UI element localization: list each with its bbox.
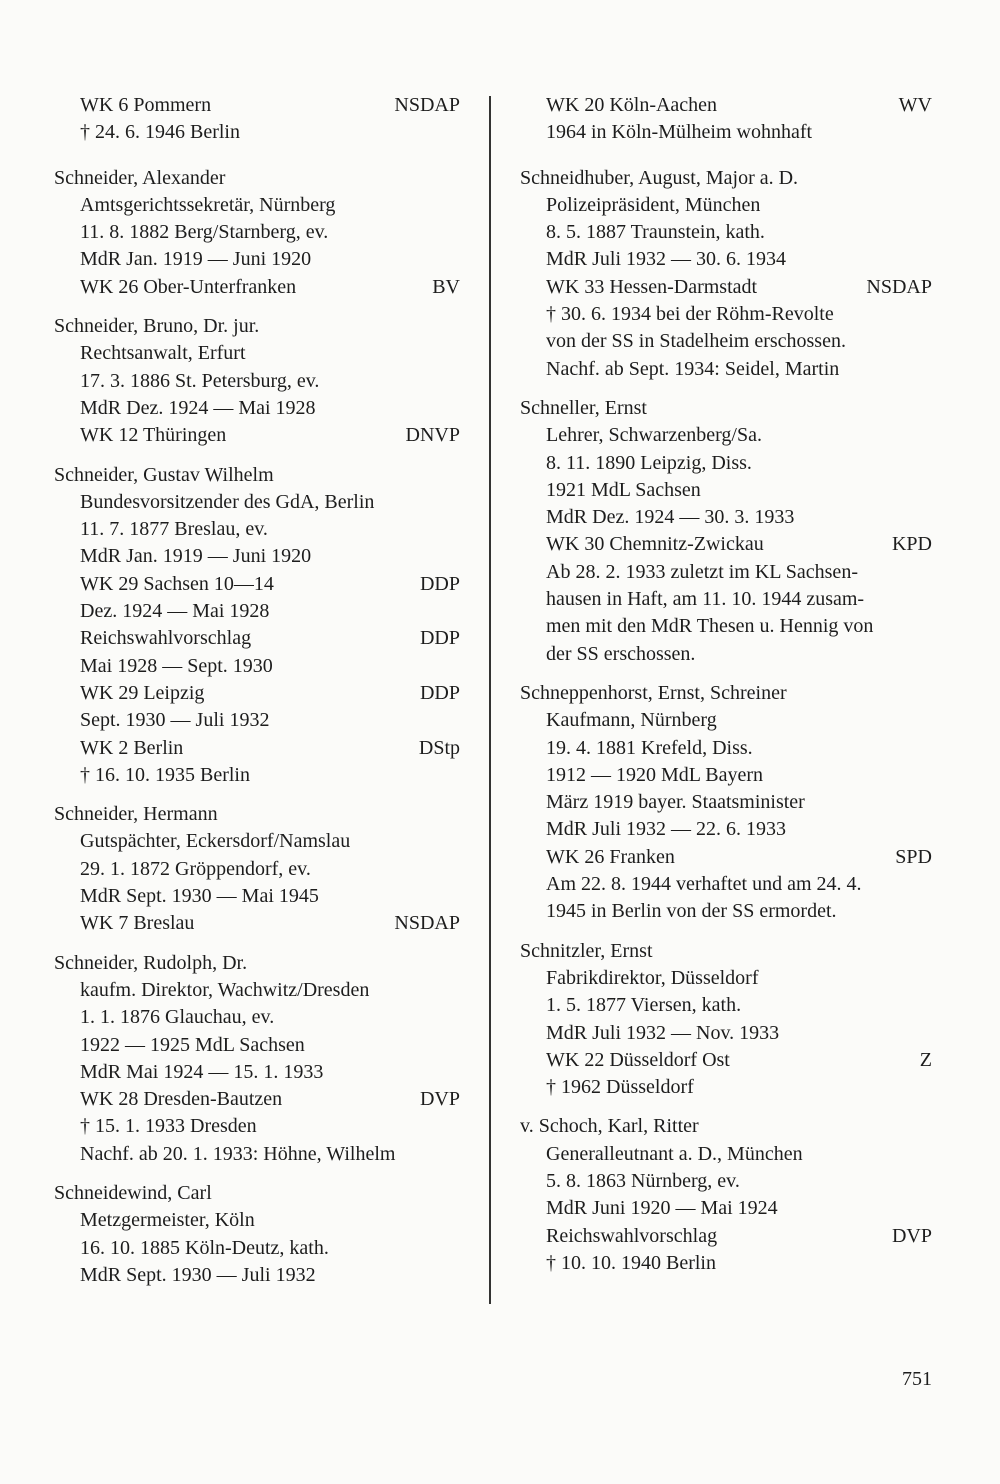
entry-detail-line [54,422,460,449]
party-label: NSDAP [866,275,932,298]
entry-detail-line [54,1086,460,1113]
entry-detail-line [54,1141,460,1168]
biography-entry [520,938,932,1102]
entry-detail-line [520,844,932,871]
entry-name: Schneppenhorst, Ernst, Schreiner [520,681,787,704]
entry-name-line [520,1113,932,1140]
entry-detail: Kaufmann, Nürnberg [546,709,717,732]
entry-detail-line [54,1262,460,1289]
entry-detail-line [520,531,932,558]
entry-detail: MdR Juli 1932 — 30. 6. 1934 [546,248,787,271]
entry-detail-line [520,559,932,586]
biography-entry [54,313,460,449]
entry-detail: WK 29 Leipzig [80,681,205,704]
entry-detail: 1922 — 1925 MdL Sachsen [80,1033,305,1056]
biography-entry [520,395,932,668]
party-label: WV [898,94,932,116]
entry-detail-line [520,1223,932,1250]
entry-detail: 1912 — 1920 MdL Bayern [546,763,764,786]
entry-detail: Ab 28. 2. 1933 zuletzt im KL Sachsen- [546,560,858,583]
entry-detail-line [54,1113,460,1140]
entry-detail-line [54,625,460,652]
entry-detail: MdR Juli 1932 — 22. 6. 1933 [546,818,787,841]
entry-detail: WK 26 Franken [546,845,675,868]
entry-detail: Nachf. ab 20. 1. 1933: Höhne, Wilhelm [80,1142,396,1165]
entry-detail: WK 30 Chemnitz-Zwickau [546,533,764,556]
entry-detail: MdR Mai 1924 — 15. 1. 1933 [80,1060,324,1083]
entry-detail-line [520,1047,932,1074]
entry-name: Schneidewind, Carl [54,1181,212,1204]
entry-detail: Amtsgerichtssekretär, Nürnberg [80,193,336,216]
entry-name-line [520,680,932,707]
entry-detail: 1. 5. 1877 Viersen, kath. [546,994,742,1017]
entry-name-line [54,1180,460,1207]
entry-detail-line [520,328,932,355]
entry-detail: von der SS in Stadelheim erschossen. [546,330,846,353]
entry-detail-line [54,516,460,543]
entry-detail: Reichswahlvorschlag [546,1224,718,1247]
entry-detail: † 1962 Düsseldorf [546,1076,694,1099]
entry-continuation [54,92,460,147]
entry-detail-line [520,504,932,531]
entry-detail-line [520,219,932,246]
party-label: DDP [419,681,460,704]
entry-detail-line [54,1207,460,1234]
entry-name-line [54,165,460,192]
entry-detail: Gutspächter, Eckersdorf/Namslau [80,830,351,853]
party-label: BV [432,275,460,298]
entry-detail: Polizeipräsident, München [546,193,761,216]
entry-detail-line [520,422,932,449]
left-column [54,92,460,1301]
party-label: Z [919,1048,932,1071]
entry-detail: 8. 11. 1890 Leipzig, Diss. [546,451,752,474]
entry-detail-line [54,368,460,395]
entry-detail-line [520,641,932,668]
entry-detail: WK 29 Sachsen 10—14 [80,572,274,595]
biography-entry [54,801,460,937]
entry-detail: † 30. 6. 1934 bei der Röhm-Revolte [546,303,834,326]
entry-detail-line [520,1074,932,1101]
entry-detail: WK 12 Thüringen [80,424,227,447]
entry-name: Schneller, Ernst [520,396,647,419]
entry-detail: Sept. 1930 — Juli 1932 [80,709,270,732]
entry-detail-line [54,92,460,119]
entry-detail-line [54,977,460,1004]
entry-name: v. Schoch, Karl, Ritter [520,1115,699,1138]
entry-detail: Lehrer, Schwarzenberg/Sa. [546,424,762,447]
entry-detail: MdR Juli 1932 — Nov. 1933 [546,1021,780,1044]
entry-detail-line [520,816,932,843]
entry-detail: WK 6 Pommern [80,94,212,116]
entry-detail: 1945 in Berlin von der SS ermordet. [546,900,837,923]
entry-detail-line [54,910,460,937]
entry-detail: Metzgermeister, Köln [80,1209,255,1232]
entry-detail-line [520,1020,932,1047]
entry-detail: März 1919 bayer. Staatsminister [546,791,805,814]
entry-name-line [520,395,932,422]
entry-detail-line [520,477,932,504]
entry-detail-line [54,274,460,301]
entry-detail: WK 2 Berlin [80,736,184,759]
entry-detail: 29. 1. 1872 Gröppendorf, ev. [80,857,311,880]
entry-detail-line [520,871,932,898]
entry-detail: WK 33 Hessen-Darmstadt [546,275,758,298]
entry-detail: WK 20 Köln-Aachen [546,94,718,116]
entry-detail-line [520,301,932,328]
entry-detail-line [54,119,460,146]
entry-detail: WK 7 Breslau [80,912,195,935]
entry-detail-line [520,789,932,816]
entry-detail-line [520,613,932,640]
entry-detail: MdR Dez. 1924 — Mai 1928 [80,396,316,419]
entry-detail-line [54,1032,460,1059]
entry-name: Schneider, Rudolph, Dr. [54,951,248,974]
entry-name: Schneidhuber, August, Major a. D. [520,166,799,189]
entry-detail: † 16. 10. 1935 Berlin [80,763,250,786]
entry-detail-line [520,246,932,273]
entry-detail: 11. 8. 1882 Berg/Starnberg, ev. [80,221,329,244]
entry-detail: 19. 4. 1881 Krefeld, Diss. [546,736,753,759]
entry-detail-line [520,450,932,477]
entry-detail: kaufm. Direktor, Wachwitz/Dresden [80,978,370,1001]
entry-detail: 1921 MdL Sachsen [546,478,701,501]
entry-detail: 1964 in Köln-Mülheim wohnhaft [546,121,813,144]
entry-name-line [54,950,460,977]
entry-detail-line [520,356,932,383]
biography-entry [520,1113,932,1277]
entry-detail: Am 22. 8. 1944 verhaftet und am 24. 4. [546,873,862,896]
entry-detail-line [520,92,932,119]
entry-detail-line [520,274,932,301]
entry-detail: WK 22 Düsseldorf Ost [546,1048,730,1071]
entry-detail: 5. 8. 1863 Nürnberg, ev. [546,1169,740,1192]
entry-detail-line [54,680,460,707]
entry-detail: Reichswahlvorschlag [80,627,252,650]
entry-detail-line [54,1004,460,1031]
entry-detail-line [54,1059,460,1086]
entry-detail: men mit den MdR Thesen u. Hennig von [546,615,874,638]
entry-detail: 11. 7. 1877 Breslau, ev. [80,518,268,541]
entry-detail: Fabrikdirektor, Düsseldorf [546,966,759,989]
entry-detail-line [54,543,460,570]
entry-detail-line [54,1235,460,1262]
entry-detail: MdR Sept. 1930 — Mai 1945 [80,885,319,908]
entry-detail: hausen in Haft, am 11. 10. 1944 zusam- [546,588,865,611]
right-column [520,92,932,1289]
entry-detail-line [54,192,460,219]
entry-detail-line [54,828,460,855]
entry-detail: 8. 5. 1887 Traunstein, kath. [546,221,765,244]
entry-detail: 17. 3. 1886 St. Petersburg, ev. [80,369,320,392]
entry-detail-line [54,395,460,422]
biography-entry [520,680,932,926]
entry-detail-line [520,586,932,613]
party-label: NSDAP [394,912,460,935]
entry-detail: der SS erschossen. [546,642,696,665]
entry-detail: Bundesvorsitzender des GdA, Berlin [80,490,375,513]
entry-detail: MdR Juni 1920 — Mai 1924 [546,1197,778,1220]
biography-entry [520,165,932,383]
column-divider [489,96,491,1304]
entry-detail: † 10. 10. 1940 Berlin [546,1251,716,1274]
entry-name-line [54,462,460,489]
entry-name-line [54,313,460,340]
entry-detail: Generalleutnant a. D., München [546,1142,803,1165]
biography-entry [54,950,460,1168]
entry-name: Schnitzler, Ernst [520,939,653,962]
entry-detail: MdR Jan. 1919 — Juni 1920 [80,545,312,568]
entry-detail: WK 28 Dresden-Bautzen [80,1088,283,1111]
entry-name: Schneider, Gustav Wilhelm [54,463,274,486]
entry-detail-line [520,898,932,925]
entry-detail-line [54,571,460,598]
entry-detail: † 15. 1. 1933 Dresden [80,1115,257,1138]
entry-detail-line [520,1141,932,1168]
entry-detail: Dez. 1924 — Mai 1928 [80,600,270,623]
entry-name: Schneider, Alexander [54,166,226,189]
entry-detail: Rechtsanwalt, Erfurt [80,342,246,365]
entry-detail: MdR Jan. 1919 — Juni 1920 [80,248,312,271]
entry-detail-line [54,598,460,625]
party-label: DVP [891,1224,932,1247]
party-label: DNVP [405,424,460,447]
entry-name: Schneider, Hermann [54,803,218,826]
page-number: 751 [902,1368,932,1390]
entry-detail-line [520,1195,932,1222]
entry-detail: † 24. 6. 1946 Berlin [80,121,240,144]
entry-detail-line [54,653,460,680]
biography-entry [54,462,460,790]
entry-detail-line [520,1250,932,1277]
entry-continuation [520,92,932,147]
entry-detail-line [54,707,460,734]
party-label: SPD [895,845,932,868]
biography-entry [54,1180,460,1289]
entry-detail-line [520,762,932,789]
entry-detail: Mai 1928 — Sept. 1930 [80,654,273,677]
entry-name: Schneider, Bruno, Dr. jur. [54,315,260,338]
entry-detail-line [520,965,932,992]
entry-name-line [54,801,460,828]
entry-detail-line [520,119,932,146]
entry-detail: 1. 1. 1876 Glauchau, ev. [80,1006,275,1029]
entry-detail-line [54,883,460,910]
entry-detail-line [520,707,932,734]
entry-detail: MdR Dez. 1924 — 30. 3. 1933 [546,506,795,529]
entry-detail: Nachf. ab Sept. 1934: Seidel, Martin [546,357,840,380]
entry-detail-line [54,735,460,762]
entry-detail: 16. 10. 1885 Köln-Deutz, kath. [80,1236,329,1259]
entry-detail-line [54,246,460,273]
entry-name-line [520,165,932,192]
entry-detail-line [54,856,460,883]
entry-detail-line [520,192,932,219]
party-label: NSDAP [394,94,460,116]
party-label: DDP [419,627,460,650]
entry-detail-line [54,489,460,516]
entry-detail-line [54,762,460,789]
party-label: DVP [419,1088,460,1111]
entry-detail-line [54,219,460,246]
entry-detail-line [520,735,932,762]
entry-name-line [520,938,932,965]
entry-detail: WK 26 Ober-Unterfranken [80,275,297,298]
entry-detail: MdR Sept. 1930 — Juli 1932 [80,1263,316,1286]
party-label: DStp [418,736,460,759]
entry-detail-line [520,992,932,1019]
party-label: KPD [891,533,932,556]
entry-detail-line [54,340,460,367]
party-label: DDP [419,572,460,595]
entry-detail-line [520,1168,932,1195]
biography-entry [54,165,460,301]
